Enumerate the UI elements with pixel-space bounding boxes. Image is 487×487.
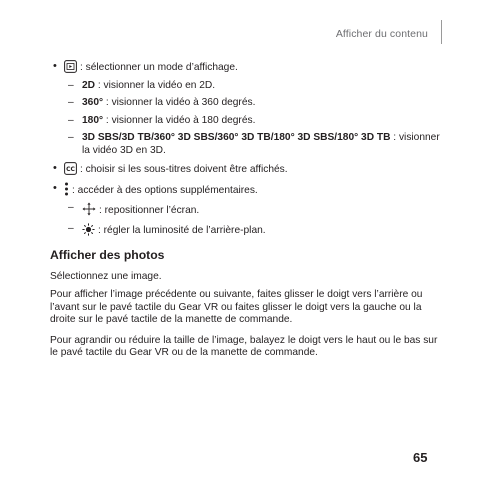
view-mode-option-2d [50,80,442,93]
svg-text:CC: • CC [66,166,75,173]
option-text: : visionner la vidéo en 2D. [95,79,216,91]
bullet-more-options [50,182,442,198]
bullet-more-options-text: : accéder à des options supplémentaires. [72,184,258,196]
more-option-brightness [50,223,442,238]
option-label: 2D [82,79,96,91]
page-number: 65 [413,450,428,465]
option-text: : visionner la vidéo à 360 degrés. [103,97,256,108]
bullet-view-mode-text: : sélectionner un mode d’affichage. [80,62,238,73]
view-mode-option-180 [50,115,442,128]
view-mode-option-360 [50,97,442,110]
bullet-view-mode [50,60,442,75]
option-text: : régler la luminosité de l’arrière-plan. [98,224,266,236]
move-arrows-icon [82,202,96,216]
option-text: : repositionner l’écran. [99,205,200,216]
view-mode-option-3d [50,132,442,157]
option-text: : visionner la vidéo 3D en 3D. [82,132,440,156]
option-text: : visionner la vidéo à 180 degrés. [103,114,256,126]
paragraph: Pour afficher l’image précédente ou suivante, faites glisser le doigt vers l’arrière ou l’avant sur le pavé tactile du Gear VR ou faites glisser le doigt vers la gauche ou la droite sur le pavé tactile de la manette de commande. [50,289,423,325]
view-mode-icon [64,60,77,73]
header-divider [441,20,442,44]
option-label: 3D SBS/3D TB/360° 3D SBS/360° 3D TB/180° 3D SBS/180° 3D TB [82,132,391,143]
bullet-subtitles-text: : choisir si les sous-titres doivent être affichés. [80,164,288,175]
option-label: 180° [82,114,104,126]
subtitles-cc-icon [64,162,77,175]
paragraph: Pour agrandir ou réduire la taille de l’image, balayez le doigt vers le haut ou le bas sur le pavé tactile du Gear VR ou de la manette de commande. [50,334,438,358]
section-title: Afficher des photos [50,248,165,262]
bullet-subtitles [50,162,442,177]
page-content [50,60,442,368]
paragraph: Sélectionnez une image. [50,270,162,282]
option-label: 360° [82,97,104,108]
brightness-icon [82,223,95,236]
more-option-reposition [50,202,442,218]
more-options-kebab-icon [64,182,69,196]
page-header-title: Afficher du contenu [335,28,428,40]
